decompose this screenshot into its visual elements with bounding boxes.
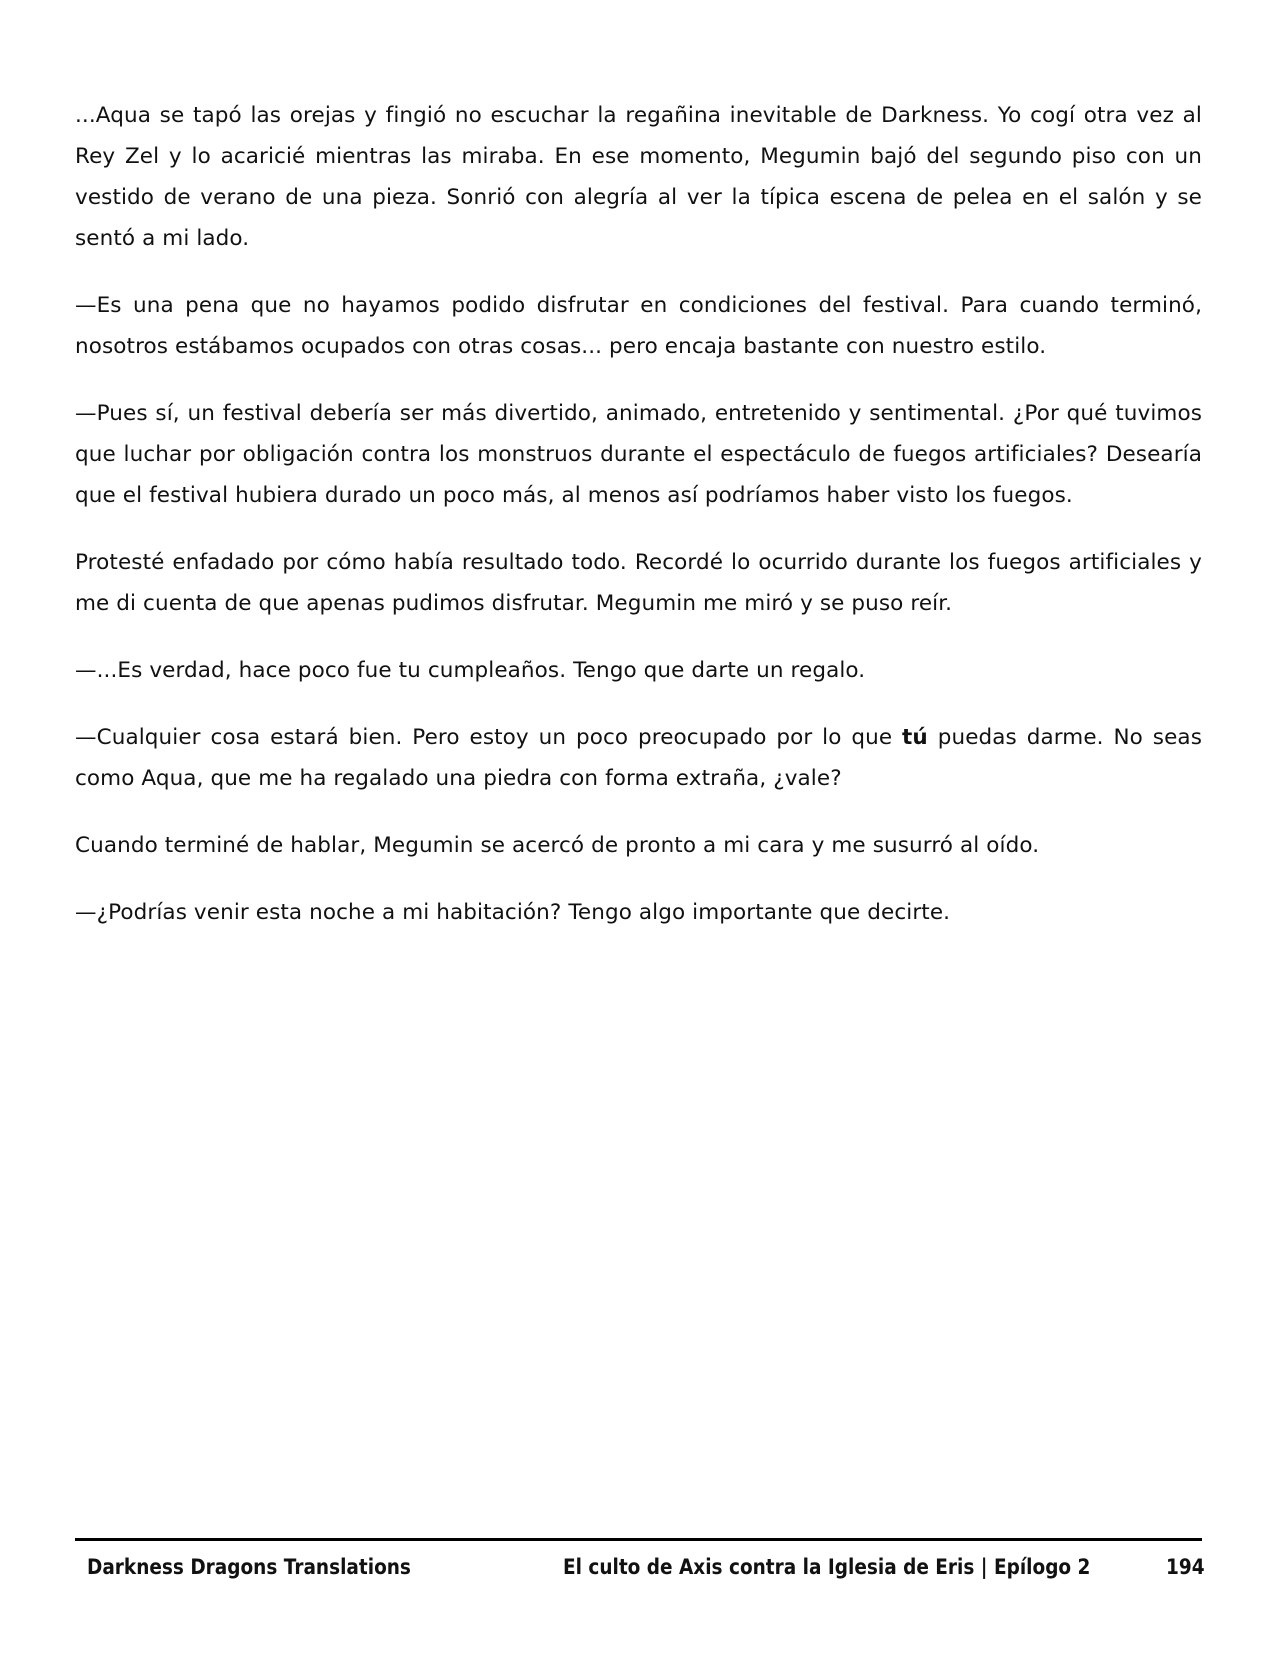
paragraph-text: —Cualquier cosa estará bien. Pero estoy un poco preocupado por lo que (75, 725, 903, 750)
paragraph-text: —¿Podrías venir esta noche a mi habitación? Tengo algo importante que decirte. (75, 900, 951, 925)
paragraph (75, 393, 1202, 516)
paragraph (75, 650, 1202, 691)
paragraph-text: —Pues sí, un festival debería ser más divertido, animado, entretenido y sentimental. ¿Por qué tuvimos que luchar por obligación contra los monstruos durante el espectáculo de fuegos artificiales? Desearía que el festival hubiera durado un poco más, al menos así podríamos haber visto los fuegos. (75, 401, 1202, 508)
paragraph-text: ...Aqua se tapó las orejas y fingió no escuchar la regañina inevitable de Darkness. Yo cogí otra vez al Rey Zel y lo acaricié mientras las miraba. En ese momento, Megumin bajó del segundo piso con un vestido de verano de una pieza. Sonrió con alegría al ver la típica escena de pelea en el salón y se sentó a mi lado. (75, 103, 1202, 251)
paragraph (75, 285, 1202, 367)
paragraph (75, 542, 1202, 624)
footer-divider (75, 1538, 1202, 1541)
paragraph-text: —Es una pena que no hayamos podido disfrutar en condiciones del festival. Para cuando terminó, nosotros estábamos ocupados con otras cosas... pero encaja bastante con nuestro estilo. (75, 293, 1202, 359)
paragraph-text: Protesté enfadado por cómo había resultado todo. Recordé lo ocurrido durante los fuegos artificiales y me di cuenta de que apenas pudimos disfrutar. Megumin me miró y se puso reír. (75, 550, 1202, 616)
paragraph (75, 95, 1202, 259)
footer-book-title: El culto de Axis contra la Iglesia de Eris | Epílogo 2 (563, 1555, 1091, 1579)
paragraph (75, 892, 1202, 933)
paragraph-text: Cuando terminé de hablar, Megumin se acercó de pronto a mi cara y me susurró al oído. (75, 833, 1040, 858)
paragraph (75, 825, 1202, 866)
footer-translator: Darkness Dragons Translations (87, 1555, 411, 1579)
paragraph-text: puedas darme. No seas como Aqua, que me ha regalado una piedra con forma extraña, ¿vale? (75, 725, 1202, 791)
paragraph-text: —...Es verdad, hace poco fue tu cumpleaños. Tengo que darte un regalo. (75, 658, 866, 683)
paragraph (75, 717, 1202, 799)
emphasis-text: tú (902, 725, 928, 750)
page-number: 194 (1166, 1555, 1205, 1579)
body-text (75, 95, 1202, 959)
